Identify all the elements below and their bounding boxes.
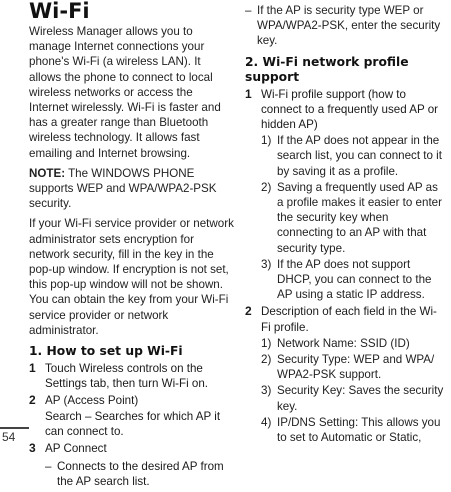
sub-marker: 1) bbox=[261, 336, 272, 350]
intro-paragraph: Wireless Manager allows you to manage Internet connections your phone's Wi-Fi (a wireless LAN). It allows the phone to connect to local wireless networks or access the Internet wirelessly. Wi-Fi is faster and has a greater range than Bluetooth wireless technology. It allows fast emailing and Internet browsing. bbox=[29, 25, 221, 160]
step-number: 1 bbox=[245, 86, 252, 101]
sub-item-text: If the AP does not support DHCP, you can connect to the AP using a static IP address. bbox=[277, 257, 432, 302]
sub-marker: 2) bbox=[261, 180, 272, 194]
step-text: Touch Wireless controls on the Settings tab, then turn Wi-Fi on. bbox=[45, 362, 209, 391]
sub-marker: 2) bbox=[261, 353, 272, 367]
step-number: 2 bbox=[29, 393, 36, 408]
sub-item-text: IP/DNS Setting: This allows you to set to Automatic or Static, bbox=[277, 415, 441, 445]
step-text: AP (Access Point) bbox=[45, 394, 139, 408]
setup-step-1 bbox=[29, 361, 234, 391]
page-number: 54 bbox=[2, 430, 16, 444]
sub-item bbox=[261, 352, 445, 382]
sub-item bbox=[261, 383, 445, 413]
dash-marker: – bbox=[245, 4, 252, 17]
sub-item bbox=[261, 336, 445, 351]
setup-step-3 bbox=[29, 441, 234, 490]
dash-item-text: Connects to the desired AP from the AP search list. bbox=[57, 460, 224, 489]
sub-item-text: Network Name: SSID (ID) bbox=[277, 336, 410, 350]
dash-item-text: If the AP is security type WEP or WPA/WPA2-PSK, enter the security key. bbox=[257, 4, 441, 48]
profile-step-1 bbox=[245, 87, 445, 303]
step-text: Wi-Fi profile support (how to connect to a frequently used AP or hidden AP) bbox=[261, 87, 439, 132]
profile-step-2 bbox=[245, 304, 445, 445]
step-text: Description of each field in the Wi-Fi profile. bbox=[261, 305, 437, 334]
step-subtext: Search – Searches for which AP it can connect to. bbox=[45, 409, 221, 438]
sub-marker: 1) bbox=[261, 134, 272, 148]
dash-item bbox=[245, 3, 445, 49]
note-paragraph bbox=[29, 166, 234, 212]
sub-item bbox=[261, 180, 445, 256]
sub-item bbox=[261, 257, 445, 303]
left-column bbox=[29, 0, 234, 492]
step-number: 1 bbox=[29, 361, 36, 376]
sub-marker: 4) bbox=[261, 415, 272, 429]
sub-item-text: Security Key: Saves the security key. bbox=[277, 384, 444, 413]
setup-step-2 bbox=[29, 393, 234, 439]
step-number: 2 bbox=[245, 304, 252, 319]
section-heading-profile: 2. Wi-Fi network profile support bbox=[245, 54, 409, 84]
step-number: 3 bbox=[29, 441, 36, 456]
sub-item-text: Saving a frequently used AP as a profile makes it easier to enter the security key when connecting to an AP with that security type. bbox=[277, 180, 442, 255]
dash-item bbox=[45, 459, 234, 489]
sub-marker: 3) bbox=[261, 384, 272, 398]
note-label: NOTE: bbox=[29, 166, 66, 180]
sub-item-text: If the AP does not appear in the search list, you can connect to it by saving it as a profile. bbox=[277, 134, 442, 178]
section-heading-setup: 1. How to set up Wi-Fi bbox=[29, 344, 183, 359]
sub-item bbox=[261, 133, 445, 179]
sub-item-text: Security Type: WEP and WPA/ WPA2-PSK support. bbox=[277, 353, 435, 382]
right-column bbox=[245, 3, 445, 447]
sub-item bbox=[261, 415, 445, 445]
encryption-paragraph: If your Wi-Fi service provider or network administrator sets encryption for network security, fill in the key in the pop-up window. If encryption is not set, this pop-up window will not be shown. You can obtain the key from your Wi-Fi service provider or network administrator. bbox=[29, 217, 234, 337]
step-text: AP Connect bbox=[45, 442, 107, 456]
note-text: The WINDOWS PHONE supports WEP and WPA/WPA2-PSK security. bbox=[29, 166, 217, 211]
dash-marker: – bbox=[45, 460, 52, 474]
sub-marker: 3) bbox=[261, 257, 272, 271]
page-title: Wi-Fi bbox=[29, 0, 90, 23]
